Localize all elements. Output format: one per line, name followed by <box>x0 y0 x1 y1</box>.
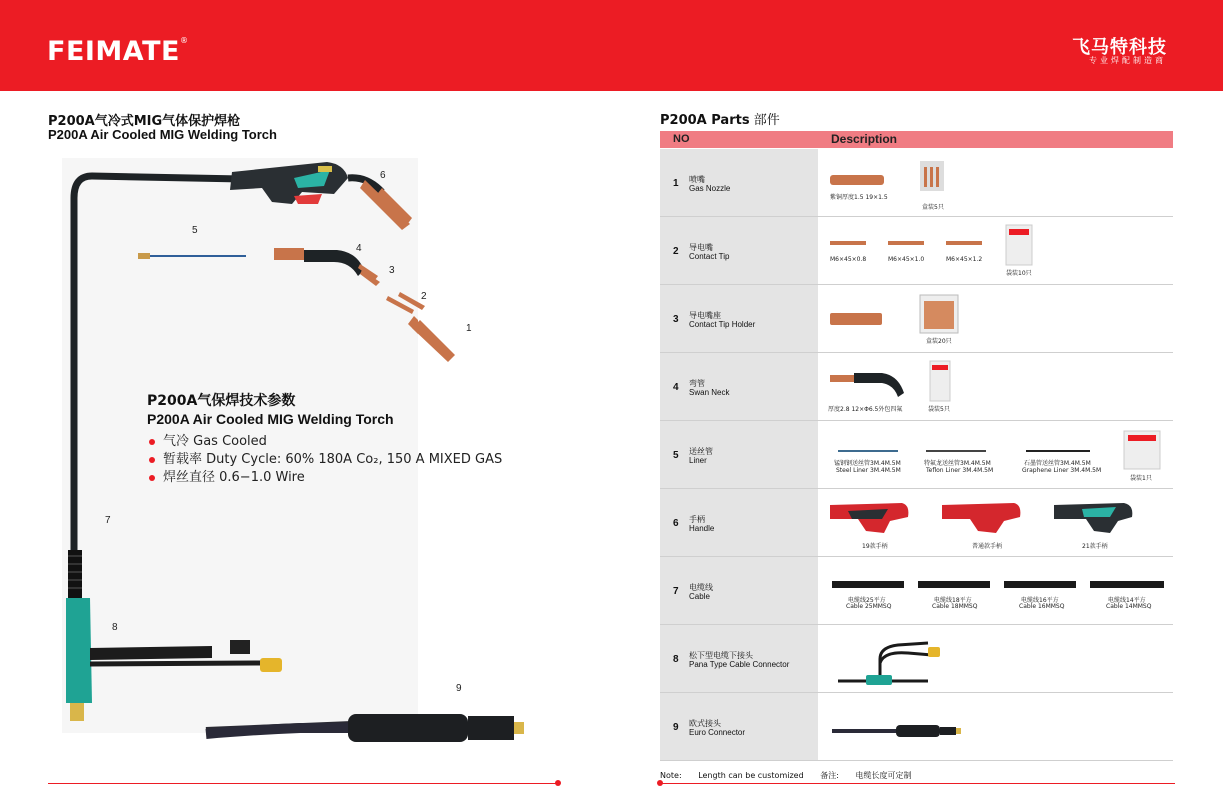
table-row: 6 手柄 Handle 19款手柄 普通款手柄 21款手柄 <box>660 489 1173 557</box>
callout-6: 6 <box>380 170 386 181</box>
col-no: NO <box>673 133 690 145</box>
table-row: 7 电缆线 Cable 电缆线25平方 Cable 25MMSQ 电缆线18平方 Cable 18MMSQ 电缆线16平方 Cable 16MMSQ 电缆线14平方 Cable 14MMSQ <box>660 557 1173 625</box>
callout-1: 1 <box>466 323 472 334</box>
brand-tagline: 专业焊配制造商 <box>1089 56 1166 65</box>
spec-item: 气冷 Gas Cooled <box>147 433 502 451</box>
parts-title: P200A Parts 部件 <box>660 113 780 128</box>
footer-rule-left <box>48 783 558 784</box>
left-title-en: P200A Air Cooled MIG Welding Torch <box>48 127 277 142</box>
callout-7: 7 <box>105 515 111 526</box>
footer-rule-right <box>660 783 1175 784</box>
table-row: 2 导电嘴 Contact Tip M6×45×0.8 M6×45×1.0 M6×45×1.2 袋装10只 <box>660 217 1173 285</box>
callout-9: 9 <box>456 683 462 694</box>
tech-specs <box>147 390 502 487</box>
contact-tip-image <box>818 217 1173 284</box>
euro-connector-body <box>348 714 468 742</box>
specs-title-cn: P200A气保焊技术参数 <box>147 393 296 409</box>
specs-list <box>147 433 502 487</box>
specs-title-en: P200A Air Cooled MIG Welding Torch <box>147 411 394 427</box>
euro-connector-image <box>818 693 1173 760</box>
table-row: 3 导电嘴座 Contact Tip Holder 盒装20只 <box>660 285 1173 353</box>
tip-holder-image <box>818 285 1173 352</box>
parts-table-header <box>660 131 1173 148</box>
callout-3: 3 <box>389 265 395 276</box>
cable-image <box>818 557 1173 624</box>
callout-4: 4 <box>356 243 362 254</box>
brand-logo: FEIMATE® <box>47 36 189 67</box>
table-row: 9 欧式接头 Euro Connector <box>660 693 1173 761</box>
table-row: 8 松下型电缆下接头 Pana Type Cable Connector <box>660 625 1173 693</box>
liner-image <box>818 421 1173 488</box>
col-description: Description <box>831 132 898 146</box>
nozzle-image <box>818 149 1173 216</box>
callout-8: 8 <box>112 622 118 633</box>
footer-dot-left <box>555 780 561 786</box>
table-row: 5 送丝管 Liner 锰钢钢送丝管3M.4M.5M Steel Liner 3M.4M.5M 特氟龙送丝管3M.4M.5M Teflon Liner 3M.4M.5M 石墨管送丝管3M.4M.5M Graphene Liner 3M.4M.5M 袋装1只 <box>660 421 1173 489</box>
callout-2: 2 <box>421 291 427 302</box>
spec-item: 焊丝直径 0.6−1.0 Wire <box>147 469 502 487</box>
left-title-cn: P200A气冷式MIG气体保护焊枪 <box>48 114 241 129</box>
spec-item: 暂载率 Duty Cycle: 60% 180A Co₂, 150 A MIXED GAS <box>147 451 502 469</box>
callout-5: 5 <box>192 225 198 236</box>
table-row: 4 弯管 Swan Neck 厚度2.8 12×Φ6.5外包四氟 袋装5只 <box>660 353 1173 421</box>
pana-connector-image <box>818 625 1173 692</box>
footer-note: Note: Length can be customized 备注: 电缆长度可定制 <box>660 771 912 780</box>
brand-name-cn: 飞马特科技 <box>1072 37 1167 58</box>
table-row: 1 喷嘴 Gas Nozzle 紫铜厚度1.5 19×1.5 盒装5只 <box>660 149 1173 217</box>
